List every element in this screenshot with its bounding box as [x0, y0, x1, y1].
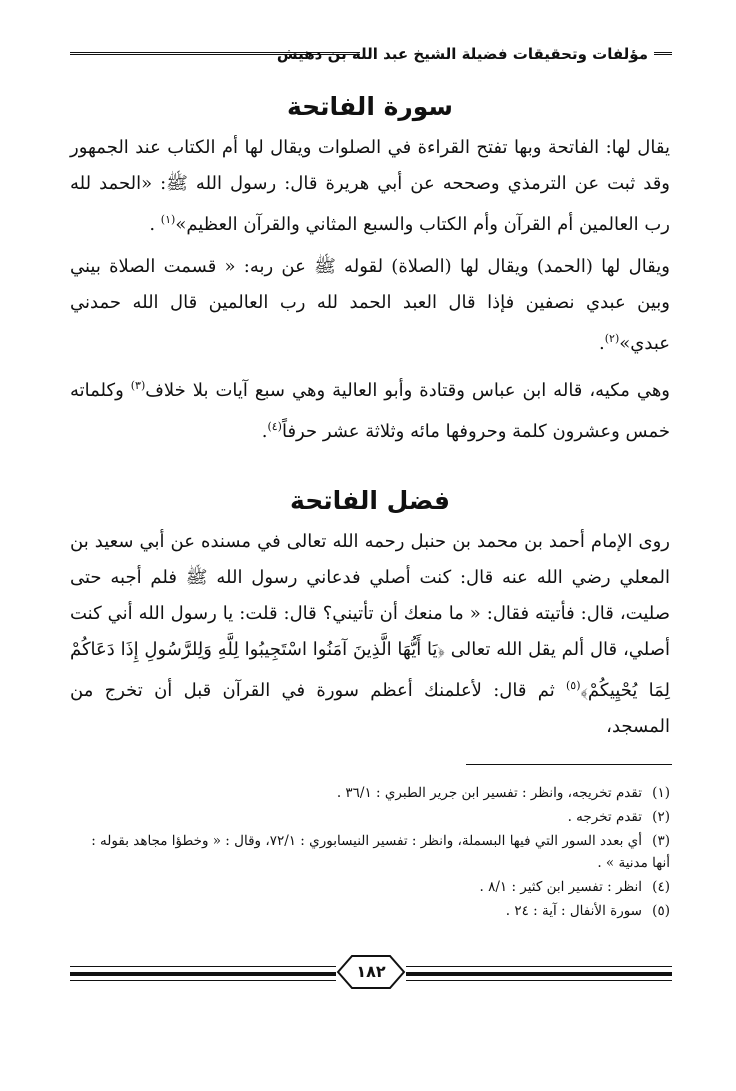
- main-content: [70, 86, 670, 751]
- footnote-text: انظر : تفسير ابن كثير : ٨/١ .: [479, 879, 642, 895]
- footnote-number: (٢): [652, 809, 670, 825]
- paragraph-4-tail: ثم قال: لأعلمنك أعظم سورة في القرآن قبل أن تخرج من المسجد،: [70, 680, 670, 737]
- paragraph-2-text: ويقال لها (الحمد) ويقال لها (الصلاة) لقوله ﷺ عن ربه: « قسمت الصلاة بيني وبين عبدي نصفين فإذا قال العبد الحمد لله رب العالمين قال الله حمدني عبدي»: [70, 256, 670, 354]
- paragraph-3: [70, 368, 670, 450]
- footnote-item: [70, 830, 670, 874]
- paragraph-3-text-a: وهي مكيه، قاله ابن عباس وقتادة وأبو العالية وهي سبع آيات بلا خلاف: [145, 380, 671, 401]
- footnote-number: (٤): [652, 879, 670, 895]
- paragraph-2: [70, 249, 670, 362]
- paragraph-2-end: .: [599, 333, 605, 354]
- footnote-text: تقدم تخريجه، وانظر : تفسير ابن جرير الطبري : ٣٦/١ .: [336, 785, 642, 801]
- footnote-separator: [466, 764, 672, 765]
- page-number: ١٨٢: [356, 962, 386, 981]
- footnote-number: (١): [652, 785, 670, 801]
- footnote-number: (٣): [652, 833, 670, 849]
- paragraph-1-text: يقال لها: الفاتحة وبها تفتح القراءة في الصلوات ويقال لها أم الكتاب عند الجمهور وقد ثبت عن الترمذي وصححه عن أبي هريرة قال: رسول الله ﷺ: «الحمد لله رب العالمين أم القرآن وأم الكتاب والسبع المثاني والقرآن العظيم»: [70, 137, 670, 235]
- page-footer-ornament: [70, 954, 672, 990]
- footnote-item: [70, 782, 670, 804]
- header-rule-right: [654, 52, 672, 58]
- header-title: مؤلفات وتحقيقات فضيلة الشيخ عبد الله بن دهيش: [276, 45, 648, 63]
- footnote-item: [70, 806, 670, 828]
- paragraph-1-end: .: [149, 214, 161, 235]
- footnote-text: سورة الأنفال : آية : ٢٤ .: [505, 903, 642, 919]
- paragraph-3-text-b: وكلماته خمس وعشرون كلمة وحروفها مائه وثلاثة عشر حرفاً: [70, 380, 670, 442]
- paragraph-4-text: روى الإمام أحمد بن محمد بن حنبل رحمه الله تعالى في مسنده عن أبي سعيد بن المعلي رضي الله عنه قال: كنت أصلي فدعاني رسول الله ﷺ فلم أجبه حتى صليت، قال: فأتيته فقال: « ما منعك أن تأتيني؟ قال: قلت: يا رسول الله أني كنت أصلي، قال ألم يقل الله تعالى ﴿يَا أَيُّهَا الَّذِينَ آمَنُوا اسْتَجِيبُوا لِلَّهِ وَلِلرَّسُولِ إِذَا دَعَاكُمْ لِمَا يُحْيِيكُمْ﴾: [70, 531, 670, 701]
- footnote-number: (٥): [652, 903, 670, 919]
- section-heading-virtue: فضل الفاتحة: [290, 486, 450, 515]
- footnote-ref-2: (٢): [604, 332, 620, 345]
- paragraph-3-end: .: [261, 421, 268, 442]
- footnote-text: تقدم تخرجه .: [567, 809, 642, 825]
- paragraph-1: [70, 130, 670, 243]
- footnote-item: [70, 876, 670, 898]
- paragraph-4: [70, 524, 670, 745]
- footnote-text: أي بعدد السور التي فيها البسملة، وانظر : تفسير النيسابوري : ٧٢/١، وقال : « وخطؤا مجاهد بقوله : أنها مدنية » .: [91, 833, 670, 871]
- footnote-ref-1: (١): [160, 213, 176, 226]
- footnote-ref-4: (٤): [267, 420, 282, 433]
- footnote-item: [70, 900, 670, 922]
- footnote-ref-3: (٣): [130, 379, 146, 392]
- footnotes: [70, 780, 670, 924]
- running-header: [70, 40, 672, 68]
- page-number-diamond: [336, 954, 406, 990]
- footnote-ref-5: (٥): [566, 679, 581, 692]
- section-heading-al-fatiha: سورة الفاتحة: [286, 92, 453, 121]
